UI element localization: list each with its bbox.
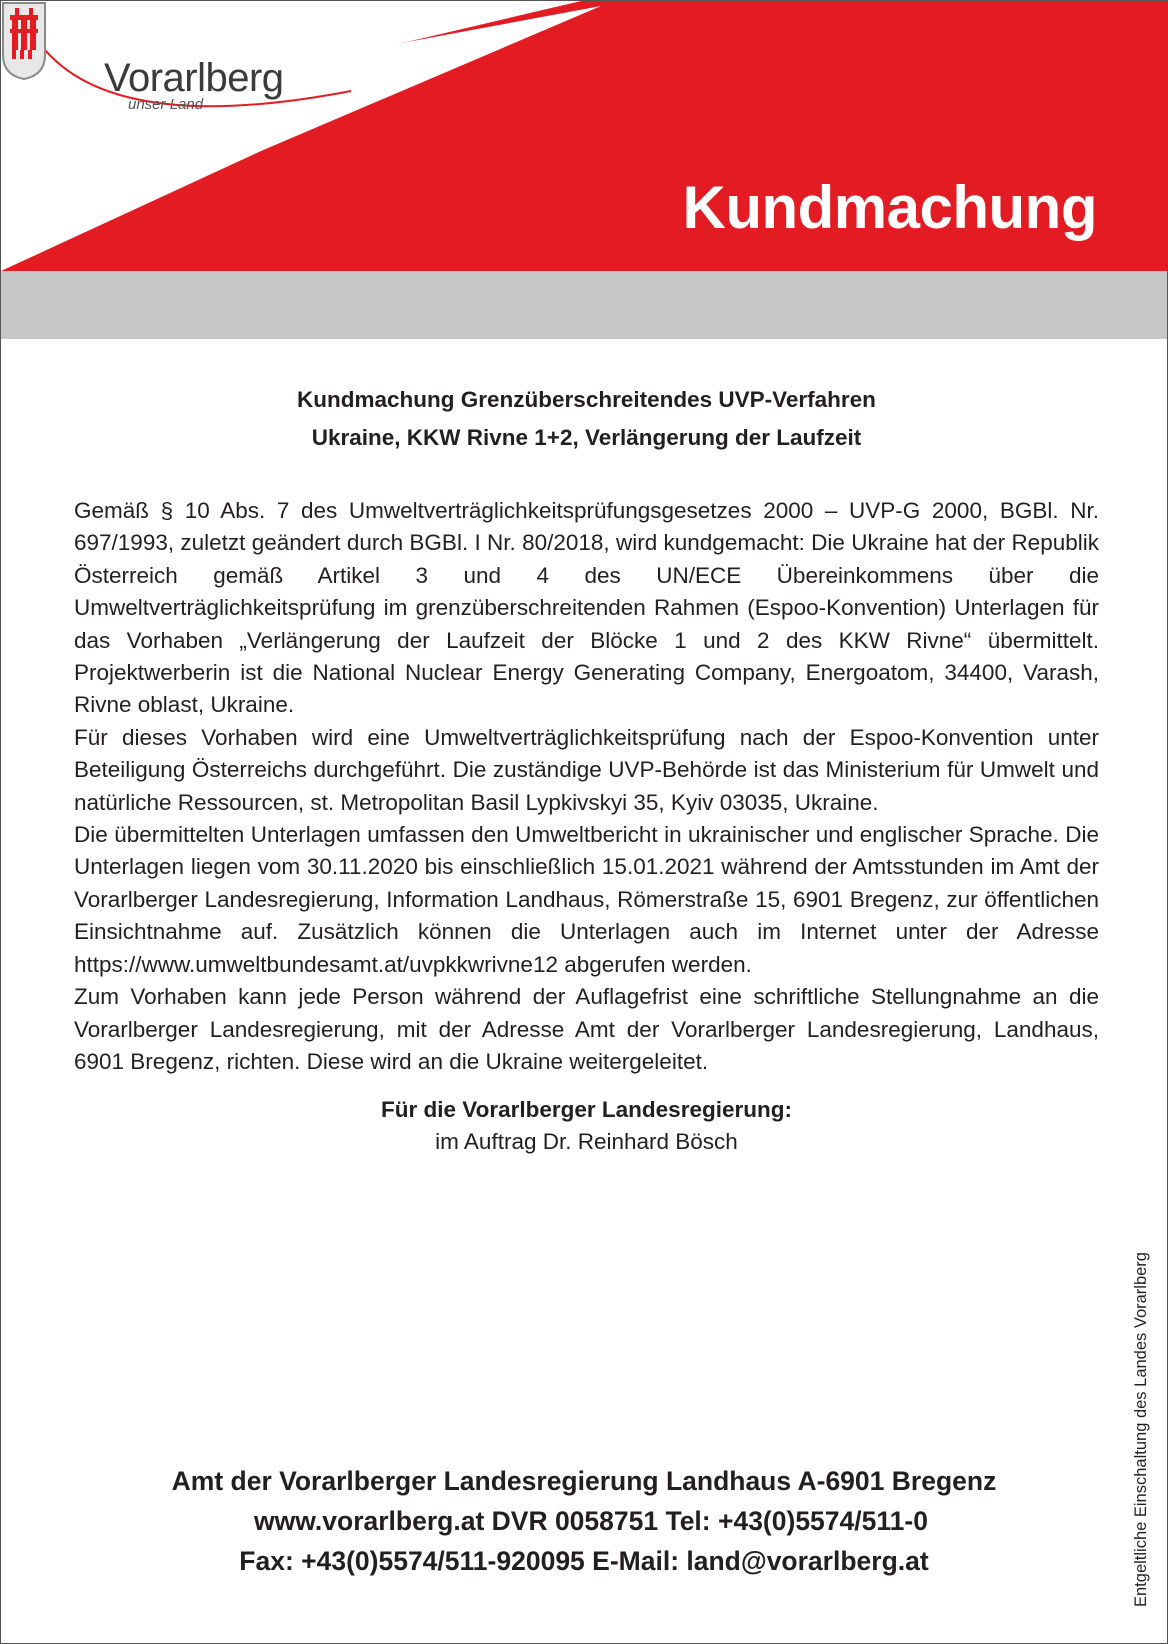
paragraph-legal-basis: Gemäß § 10 Abs. 7 des Umweltverträglichkeitsprüfungsgesetzes 2000 – UVP-G 2000, BGBl. Nr. 697/1993, zuletzt geändert durch BGBl. I Nr. 80/2018, wird kundgemacht: Die Ukraine hat der Republik Österreich gemäß Artikel 3 und 4 des UN/ECE Übereinkommens über die Umweltverträglichkeitsprüfung im grenzüberschreitenden Rahmen (Espoo-Konvention) Unterlagen für das Vorhaben „Verlängerung der Laufzeit der Blöcke 1 und 2 des KKW Rivne“ übermittelt. Projektwerberin ist die National Nuclear Energy Generating Company, Energoatom, 34400, Varash, Rivne oblast, Ukraine.	[74, 498, 1099, 718]
paragraph-documents: Die übermittelten Unterlagen umfassen den Umweltbericht in ukrainischer und englischer Sprache. Die Unterlagen liegen vom 30.11.2020 bis einschließlich 15.01.2021 während der Amtsstunden im Amt der Vorarlberger Landesregierung, Information Landhaus, Römerstraße 15, 6901 Bregenz, zur öffentlichen Einsichtnahme auf. Zusätzlich können die Unterlagen auch im Internet unter der Adresse https://www.umweltbundesamt.at/uvpkkwrivne12 abgerufen werden.	[74, 822, 1099, 977]
footer-web-phone: www.vorarlberg.at DVR 0058751 Tel: +43(0)5574/511-0	[254, 1506, 928, 1536]
header-banner	[1, 1, 1167, 271]
paragraph-statement: Zum Vorhaben kann jede Person während der Auflagefrist eine schriftliche Stellungnahme an die Vorarlberger Landesregierung, mit der Adresse Amt der Vorarlberger Landesregierung, Landhaus, 6901 Bregenz, richten. Diese wird an die Ukraine weitergeleitet.	[74, 984, 1099, 1074]
announcement-content	[74, 381, 1099, 1158]
body-text	[74, 495, 1099, 1078]
signature-block	[74, 1094, 1099, 1158]
gray-band	[1, 271, 1167, 339]
vorarlberg-coat-of-arms-icon	[1, 1, 47, 81]
subject-line-1: Kundmachung Grenzüberschreitendes UVP-Verfahren	[297, 387, 876, 412]
logo-name: Vorarlberg	[104, 56, 284, 100]
paragraph-procedure: Für dieses Vorhaben wird eine Umweltverträglichkeitsprüfung nach der Espoo-Konvention unter Beteiligung Österreichs durchgeführt. Die zuständige UVP-Behörde ist das Ministerium für Umwelt und natürliche Ressourcen, st. Metropolitan Basil Lypkivskyi 35, Kyiv 03035, Ukraine.	[74, 724, 1099, 815]
logo-tagline: unser Land	[128, 96, 204, 113]
footer-address: Amt der Vorarlberger Landesregierung Landhaus A-6901 Bregenz	[171, 1466, 997, 1496]
page-title: Kundmachung	[682, 174, 1097, 241]
footer-fax-email: Fax: +43(0)5574/511-920095 E-Mail: land@vorarlberg.at	[239, 1546, 929, 1576]
subject-line-2: Ukraine, KKW Rivne 1+2, Verlängerung der Laufzeit	[311, 425, 862, 450]
signature-name: im Auftrag Dr. Reinhard Bösch	[435, 1129, 738, 1155]
signature-title: Für die Vorarlberger Landesregierung:	[381, 1097, 792, 1123]
subject-heading	[74, 381, 1099, 457]
side-note: Entgeltliche Einschaltung des Landes Vorarlberg	[1132, 1252, 1150, 1607]
footer	[1, 1461, 1167, 1581]
logo	[104, 56, 284, 113]
